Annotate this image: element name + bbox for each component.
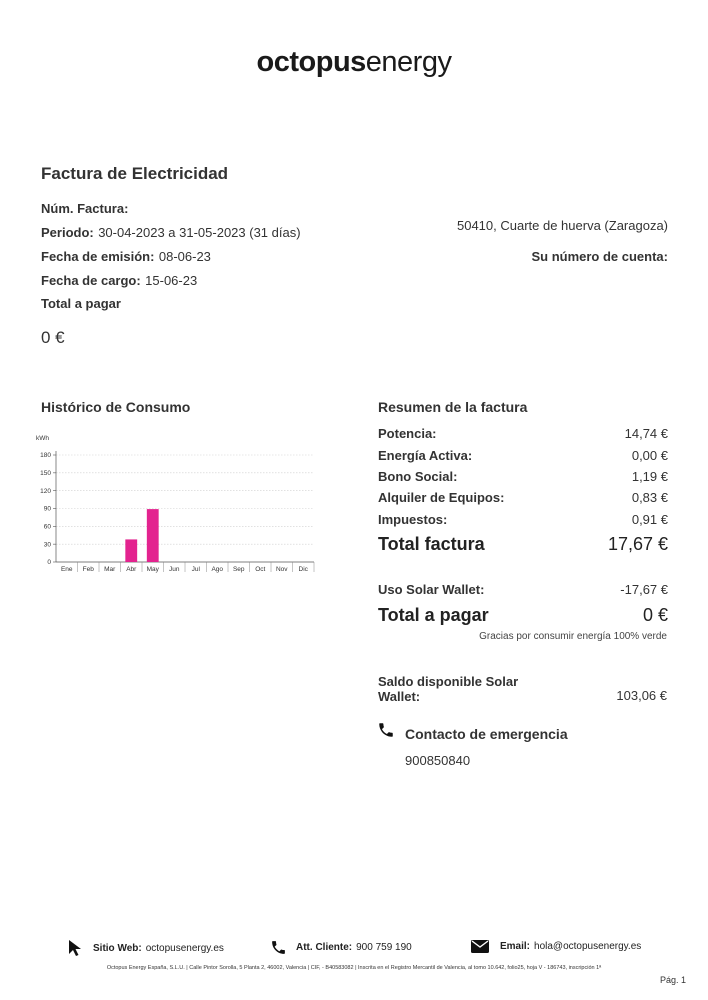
x-tick-label: Ene bbox=[60, 566, 73, 573]
summary-value: 14,74 € bbox=[624, 426, 668, 441]
y-tick-label: 180 bbox=[40, 452, 51, 460]
total-pagar-summary-label: Total a pagar bbox=[378, 605, 489, 625]
footer-email-label: Email: bbox=[500, 941, 531, 952]
total-factura-value: 17,67 € bbox=[607, 534, 668, 554]
logo-light: energy bbox=[365, 46, 452, 78]
y-tick-label: 0 bbox=[47, 559, 51, 567]
total-pagar-summary-value: 0 € bbox=[642, 605, 668, 625]
summary-label: Alquiler de Equipos: bbox=[378, 490, 505, 505]
x-tick-label: Mar bbox=[104, 566, 116, 573]
summary-value: 0,83 € bbox=[631, 490, 668, 505]
y-tick-label: 90 bbox=[43, 505, 51, 513]
total-pagar-value: 0 € bbox=[41, 328, 65, 347]
y-tick-label: 150 bbox=[40, 470, 51, 478]
y-axis-label: kWh bbox=[36, 435, 49, 442]
x-tick-label: May bbox=[146, 566, 159, 573]
x-tick-label: Jun bbox=[169, 566, 180, 573]
periodo-line bbox=[41, 224, 301, 242]
periodo-label: Periodo: bbox=[41, 225, 94, 240]
customer-address: 50410, Cuarte de huerva (Zaragoza) bbox=[456, 218, 668, 233]
emergency-phone[interactable]: 900850840 bbox=[405, 753, 471, 768]
solar-wallet-row bbox=[378, 582, 668, 597]
account-number-label: Su número de cuenta: bbox=[531, 249, 668, 264]
saldo-label-line2: Wallet: bbox=[378, 689, 421, 704]
phone-icon bbox=[377, 721, 395, 744]
summary-title: Resumen de la factura bbox=[378, 399, 528, 415]
summary-label: Potencia: bbox=[378, 426, 437, 441]
summary-value: 0,91 € bbox=[631, 512, 668, 527]
invoice-number-label: Núm. Factura: bbox=[41, 201, 129, 216]
emision-label: Fecha de emisión: bbox=[41, 249, 155, 264]
x-tick-label: Ago bbox=[211, 566, 224, 573]
logo-bold: octopus bbox=[256, 46, 366, 78]
emergency-title: Contacto de emergencia bbox=[405, 726, 568, 742]
consumption-chart bbox=[30, 428, 320, 578]
summary-row-potencia bbox=[378, 426, 668, 441]
mail-icon bbox=[471, 940, 489, 953]
solar-wallet-label: Uso Solar Wallet: bbox=[378, 582, 485, 597]
footer-email bbox=[471, 940, 641, 953]
green-energy-note: Gracias por consumir energía 100% verde bbox=[479, 631, 667, 642]
solar-wallet-value: -17,67 € bbox=[620, 582, 668, 597]
footer-client-label: Att. Cliente: bbox=[296, 942, 353, 953]
footer-web-label: Sitio Web: bbox=[93, 942, 142, 954]
cursor-icon bbox=[68, 939, 83, 957]
cargo-label: Fecha de cargo: bbox=[41, 273, 141, 288]
y-tick-label: 30 bbox=[43, 541, 51, 549]
emision-line bbox=[41, 248, 211, 266]
total-factura-label: Total factura bbox=[378, 534, 485, 554]
saldo-value: 103,06 € bbox=[616, 688, 667, 703]
x-tick-label: Feb bbox=[82, 566, 94, 573]
saldo-label-line1: Saldo disponible Solar bbox=[378, 674, 519, 689]
periodo-value: 30-04-2023 a 31-05-2023 (31 días) bbox=[98, 225, 301, 240]
x-tick-label: Oct bbox=[255, 566, 266, 573]
cargo-line bbox=[41, 272, 197, 290]
bar-abr bbox=[125, 539, 137, 562]
x-tick-label: Abr bbox=[126, 566, 137, 573]
footer-client-value[interactable]: 900 759 190 bbox=[356, 942, 412, 953]
x-tick-label: Jul bbox=[191, 566, 200, 573]
footer-web-value[interactable]: octopusenergy.es bbox=[145, 942, 224, 954]
summary-row-impuestos bbox=[378, 512, 668, 527]
total-pagar-row bbox=[378, 605, 668, 626]
bar-may bbox=[147, 509, 159, 562]
summary-label: Energía Activa: bbox=[378, 448, 473, 463]
invoice-title: Factura de Electricidad bbox=[41, 164, 229, 183]
summary-row-alquiler bbox=[378, 490, 668, 505]
history-title: Histórico de Consumo bbox=[41, 399, 191, 415]
summary-row-bono bbox=[378, 469, 668, 484]
y-tick-label: 60 bbox=[43, 523, 51, 531]
summary-label: Impuestos: bbox=[378, 512, 448, 527]
y-tick-label: 120 bbox=[40, 487, 51, 495]
summary-row-energia bbox=[378, 448, 668, 463]
legal-text: Octopus Energy España, S.L.U. | Calle Pintor Sorolla, 5 Planta 2, 46002, Valencia | CIF, - B40583082 | Inscrita en el Registro Mercantil de Valencia, al tomo 10.642, folio25, hoja V - 186743, inscripción 1ª bbox=[106, 965, 602, 971]
footer-email-value[interactable]: hola@octopusenergy.es bbox=[534, 941, 642, 952]
cargo-value: 15-06-23 bbox=[145, 273, 198, 288]
summary-label: Bono Social: bbox=[378, 469, 458, 484]
total-pagar-label: Total a pagar bbox=[41, 296, 121, 311]
footer-client bbox=[270, 939, 412, 956]
emision-value: 08-06-23 bbox=[158, 249, 211, 264]
x-tick-label: Sep bbox=[232, 566, 245, 573]
summary-value: 0,00 € bbox=[631, 448, 668, 463]
total-factura-row bbox=[378, 534, 668, 555]
x-tick-label: Dic bbox=[298, 566, 308, 573]
page-number: Pág. 1 bbox=[659, 975, 686, 985]
summary-value: 1,19 € bbox=[631, 469, 668, 484]
saldo-label bbox=[378, 674, 518, 704]
footer-web bbox=[68, 939, 224, 957]
octopus-energy-logo bbox=[0, 46, 708, 79]
phone-icon bbox=[270, 939, 287, 956]
x-tick-label: Nov bbox=[275, 566, 288, 573]
